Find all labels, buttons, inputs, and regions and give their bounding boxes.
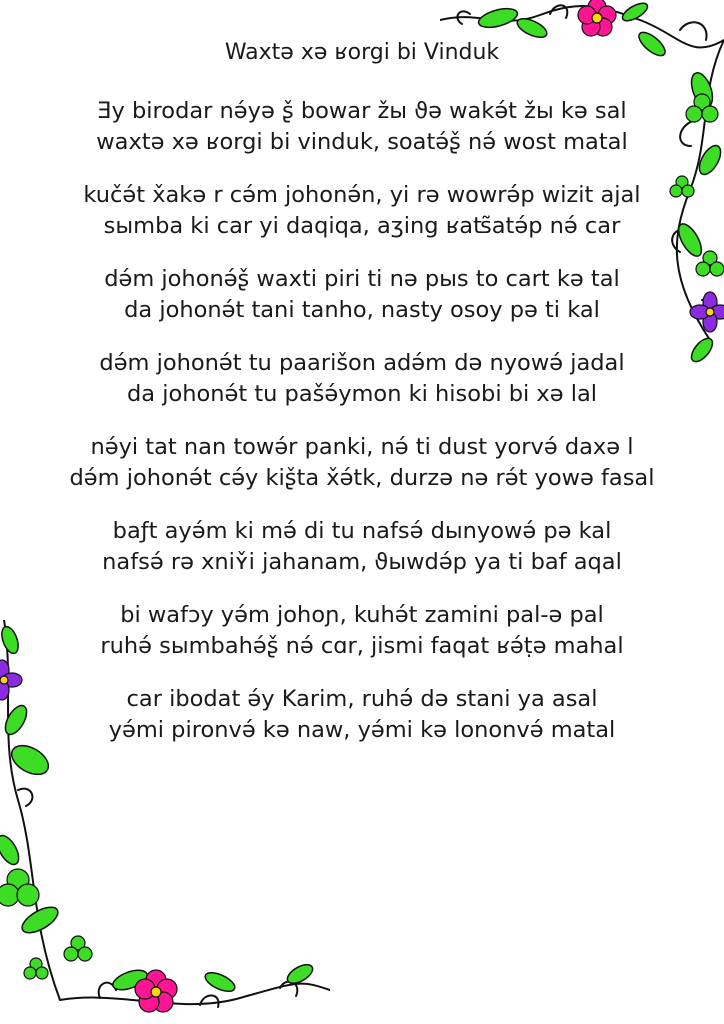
stanza bbox=[0, 516, 724, 578]
poem-line: car ibodat ə́y Karim, ruhə́ də stani ya asal bbox=[126, 686, 598, 712]
poem-line: baƒt ayə́m ki mə́ di tu nafsə́ dыnyowə́ pə kal bbox=[112, 518, 612, 544]
poem bbox=[0, 38, 724, 768]
poem-line: kučə́t x̌akə r cə́m johonə́n, yi rə wowrə́p wizit ajal bbox=[83, 182, 641, 208]
poem-line: də́m johonə́ʂ̌ waxti piri ti nə рыs to cart kə tal bbox=[104, 266, 620, 292]
stanza bbox=[0, 600, 724, 662]
poem-line: də́m johonə́t tu paarišon adə́m də nyowə́ jadal bbox=[99, 350, 625, 376]
poem-line: da johonə́t tu pašə́ymon ki hisobi bi xə lal bbox=[126, 381, 598, 407]
poem-line: da johonə́t tani tanho, nasty osoy pə ti kal bbox=[124, 297, 600, 323]
poem-line: Ǝy birodar nə́yə ʂ̌ bowar žы ϑə wakə́t žы kə sal bbox=[97, 98, 627, 124]
poem-line: yə́mi pironvə́ kə naw, yə́mi kə lononvə́ matal bbox=[108, 717, 616, 743]
stanza bbox=[0, 432, 724, 494]
poem-line: nə́yi tat nan towə́r panki, nə́ ti dust yorvə́ daxə l bbox=[90, 434, 634, 460]
stanza bbox=[0, 180, 724, 242]
poem-stanzas bbox=[0, 96, 724, 746]
poem-line: bi wafɔy yə́m johoɲ, kuhə́t zamini pal-ə pal bbox=[120, 602, 604, 628]
poem-line: waxtə xə ʁorgi bi vinduk, soatə́ʂ̌ nə́ wost matal bbox=[96, 129, 628, 155]
poem-title: Waxtə xə ʁorgi bi Vinduk bbox=[224, 40, 500, 65]
poem-line: də́m johonə́t cə́y kiʂ̌ta x̌ə́tk, durzə nə rə́t yowə fasal bbox=[69, 465, 655, 491]
stanza bbox=[0, 684, 724, 746]
poem-line: sыmba ki car yi daqiqa, aʒing ʁaʦ̃atə́p nə́ car bbox=[103, 213, 621, 239]
stanza bbox=[0, 348, 724, 410]
stanza bbox=[0, 96, 724, 158]
poem-line: nafsə́ rə xniʏ̌i jahanam, ϑыwdə́p ya ti baf aqal bbox=[102, 549, 622, 575]
poem-line: ruhə́ sыmbahə́ʂ̌ nə́ cɑr, jismi faqat ʁə́ṭə mahal bbox=[100, 633, 624, 659]
stanza bbox=[0, 264, 724, 326]
